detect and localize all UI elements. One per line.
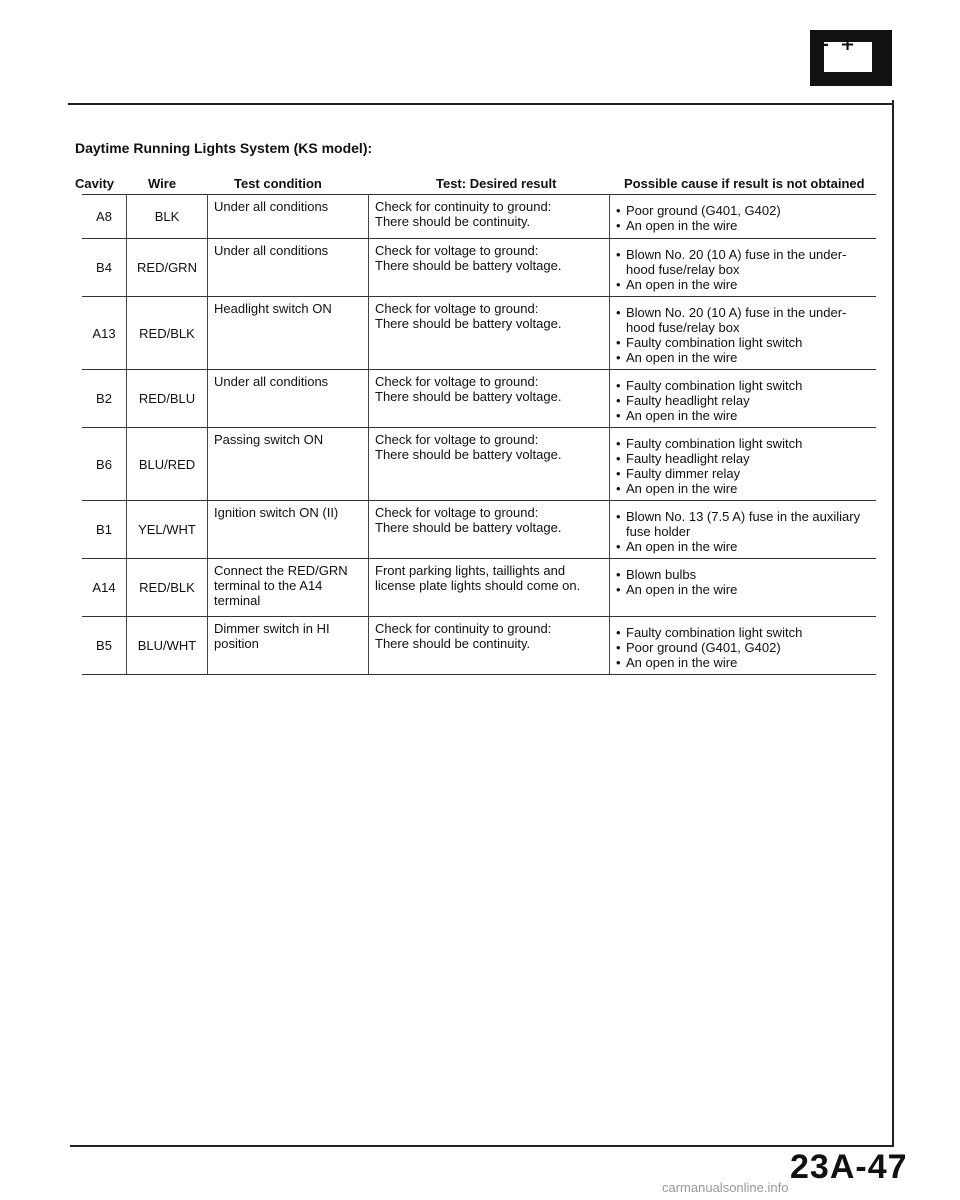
column-header-cavity: Cavity <box>75 176 115 191</box>
wire-cell: RED/BLK <box>127 559 208 617</box>
table-row <box>82 239 876 297</box>
table-row <box>82 195 876 239</box>
inspection-table <box>82 194 876 675</box>
wire-cell: RED/BLU <box>127 370 208 428</box>
cavity-cell: B1 <box>82 501 127 559</box>
cause-item: • Faulty combination light switch <box>616 436 870 451</box>
possible-cause-cell <box>610 297 877 370</box>
test-condition-cell: Dimmer switch in HI position <box>208 617 369 675</box>
cause-item: • Blown No. 20 (10 A) fuse in the under-hood fuse/relay box <box>616 247 870 277</box>
test-condition-cell: Under all conditions <box>208 239 369 297</box>
cause-item: • An open in the wire <box>616 655 870 670</box>
cavity-cell: B6 <box>82 428 127 501</box>
cause-list <box>616 436 870 496</box>
cause-item: • An open in the wire <box>616 350 870 365</box>
wire-cell: BLU/RED <box>127 428 208 501</box>
cause-item: • Poor ground (G401, G402) <box>616 640 870 655</box>
wire-cell: BLU/WHT <box>127 617 208 675</box>
table-row <box>82 617 876 675</box>
desired-result-cell: Check for voltage to ground: There should be battery voltage. <box>369 501 610 559</box>
cavity-cell: B5 <box>82 617 127 675</box>
wire-cell: BLK <box>127 195 208 239</box>
table-row <box>82 370 876 428</box>
table-row <box>82 559 876 617</box>
column-header-desired-result: Test: Desired result <box>436 176 557 191</box>
column-header-test-condition: Test condition <box>234 176 322 191</box>
cause-item: • Faulty combination light switch <box>616 625 870 640</box>
cavity-cell: A14 <box>82 559 127 617</box>
test-condition-cell: Headlight switch ON <box>208 297 369 370</box>
cause-item: • Faulty dimmer relay <box>616 466 870 481</box>
cavity-cell: B2 <box>82 370 127 428</box>
watermark: carmanualsonline.info <box>662 1180 789 1195</box>
cause-list <box>616 378 870 423</box>
possible-cause-cell <box>610 501 877 559</box>
desired-result-cell: Check for voltage to ground: There should be battery voltage. <box>369 239 610 297</box>
cause-list <box>616 247 870 292</box>
wire-cell: RED/BLK <box>127 297 208 370</box>
cause-item: • Faulty combination light switch <box>616 335 870 350</box>
wire-cell: RED/GRN <box>127 239 208 297</box>
cause-list <box>616 625 870 670</box>
test-condition-cell: Passing switch ON <box>208 428 369 501</box>
desired-result-cell: Check for voltage to ground: There should be battery voltage. <box>369 370 610 428</box>
cause-item: • Blown No. 13 (7.5 A) fuse in the auxiliary fuse holder <box>616 509 870 539</box>
section-title: Daytime Running Lights System (KS model): <box>75 140 373 156</box>
column-header-possible-cause: Possible cause if result is not obtained <box>624 176 865 191</box>
cause-item: • An open in the wire <box>616 539 870 554</box>
cause-item: • An open in the wire <box>616 218 870 233</box>
footer-divider <box>70 1145 894 1147</box>
test-condition-cell: Connect the RED/GRN terminal to the A14 terminal <box>208 559 369 617</box>
battery-section-icon: – + <box>810 30 892 86</box>
cause-item: • Blown No. 20 (10 A) fuse in the under-hood fuse/relay box <box>616 305 870 335</box>
cause-item: • Blown bulbs <box>616 567 870 582</box>
cause-list <box>616 203 870 233</box>
desired-result-cell: Check for continuity to ground: There should be continuity. <box>369 617 610 675</box>
cause-item: • An open in the wire <box>616 408 870 423</box>
cause-item: • An open in the wire <box>616 582 870 597</box>
table-row <box>82 428 876 501</box>
possible-cause-cell <box>610 428 877 501</box>
possible-cause-cell <box>610 559 877 617</box>
test-condition-cell: Under all conditions <box>208 195 369 239</box>
wire-cell: YEL/WHT <box>127 501 208 559</box>
cause-list <box>616 509 870 554</box>
cause-item: • Faulty combination light switch <box>616 378 870 393</box>
cause-list <box>616 567 870 597</box>
cavity-cell: A8 <box>82 195 127 239</box>
cause-item: • Poor ground (G401, G402) <box>616 203 870 218</box>
possible-cause-cell <box>610 617 877 675</box>
cavity-cell: A13 <box>82 297 127 370</box>
possible-cause-cell <box>610 370 877 428</box>
cause-item: • Faulty headlight relay <box>616 451 870 466</box>
cause-list <box>616 305 870 365</box>
cavity-cell: B4 <box>82 239 127 297</box>
column-header-wire: Wire <box>148 176 177 191</box>
cause-item: • An open in the wire <box>616 481 870 496</box>
possible-cause-cell <box>610 195 877 239</box>
page-border-right <box>892 100 894 1145</box>
test-condition-cell: Ignition switch ON (II) <box>208 501 369 559</box>
desired-result-cell: Front parking lights, taillights and license plate lights should come on. <box>369 559 610 617</box>
possible-cause-cell <box>610 239 877 297</box>
page-number: 23A-47 <box>790 1148 908 1186</box>
table-row <box>82 501 876 559</box>
header-divider <box>68 103 892 105</box>
cause-item: • An open in the wire <box>616 277 870 292</box>
desired-result-cell: Check for voltage to ground: There should be battery voltage. <box>369 297 610 370</box>
desired-result-cell: Check for continuity to ground: There should be continuity. <box>369 195 610 239</box>
test-condition-cell: Under all conditions <box>208 370 369 428</box>
cause-item: • Faulty headlight relay <box>616 393 870 408</box>
desired-result-cell: Check for voltage to ground: There should be battery voltage. <box>369 428 610 501</box>
table-row <box>82 297 876 370</box>
